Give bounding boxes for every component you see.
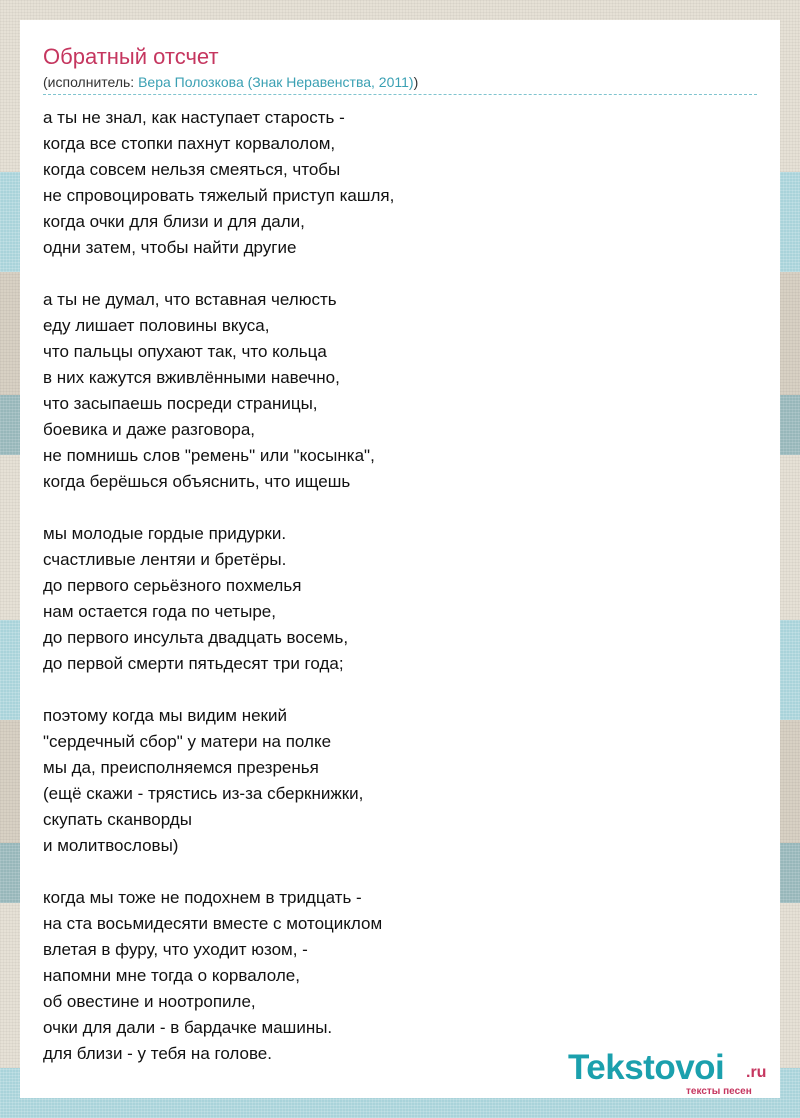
stanza-break [43, 495, 743, 521]
lyric-line: когда совсем нельзя смеяться, чтобы [43, 160, 341, 179]
logo-tagline: тексты песен [686, 1086, 752, 1097]
lyrics-body [43, 105, 743, 1067]
stanza-break [43, 677, 743, 703]
lyrics-sheet [20, 20, 780, 1098]
credit-prefix: (исполнитель: [43, 74, 139, 90]
logo-wordmark: Tekstovoi [568, 1048, 725, 1087]
lyric-line: до первой смерти пятьдесят три года; [43, 654, 344, 673]
artist-album-link[interactable]: Вера Полозкова (Знак Неравенства, 2011) [138, 74, 414, 90]
lyric-line: об овестине и ноотропиле, [43, 992, 256, 1011]
lyric-line: что засыпаешь посреди страницы, [43, 394, 318, 413]
lyric-line: когда все стопки пахнут корвалолом, [43, 134, 336, 153]
lyric-line: в них кажутся вживлёнными навечно, [43, 368, 340, 387]
lyric-line: поэтому когда мы видим некий [43, 706, 287, 725]
lyric-line: а ты не знал, как наступает старость - [43, 108, 345, 127]
title-divider [43, 94, 757, 95]
lyric-line: мы да, преисполняемся презренья [43, 758, 319, 777]
lyric-line: что пальцы опухают так, что кольца [43, 342, 327, 361]
lyric-line: влетая в фуру, что уходит юзом, - [43, 940, 308, 959]
lyric-line: не спровоцировать тяжелый приступ кашля, [43, 186, 395, 205]
lyric-line: до первого серьёзного похмелья [43, 576, 302, 595]
lyric-line: напомни мне тогда о корвалоле, [43, 966, 300, 985]
lyric-line: нам остается года по четыре, [43, 602, 276, 621]
lyric-line: не помнишь слов "ремень" или "косынка", [43, 446, 375, 465]
lyric-line: для близи - у тебя на голове. [43, 1044, 272, 1063]
lyric-line: очки для дали - в бардачке машины. [43, 1018, 333, 1037]
lyric-line: когда очки для близи и для дали, [43, 212, 305, 231]
lyric-line: когда мы тоже не подохнем в тридцать - [43, 888, 362, 907]
lyric-line: до первого инсульта двадцать восемь, [43, 628, 349, 647]
song-credit [43, 73, 418, 91]
lyric-line: на ста восьмидесяти вместе с мотоциклом [43, 914, 383, 933]
lyric-line: счастливые лентяи и бретёры. [43, 550, 287, 569]
credit-suffix: ) [413, 74, 419, 90]
lyric-line: когда берёшься объяснить, что ищешь [43, 472, 351, 491]
lyric-line: одни затем, чтобы найти другие [43, 238, 297, 257]
site-logo[interactable] [568, 1048, 778, 1098]
lyric-line: "сердечный сбор" у матери на полке [43, 732, 332, 751]
lyric-line: (ещё скажи - трястись из-за сберкнижки, [43, 784, 364, 803]
lyric-line: боевика и даже разговора, [43, 420, 256, 439]
lyric-line: и молитвословы) [43, 836, 179, 855]
lyric-line: скупать сканворды [43, 810, 192, 829]
logo-domain: .ru [746, 1064, 767, 1081]
stanza-break [43, 859, 743, 885]
song-title: Обратный отсчет [43, 44, 219, 69]
lyric-line: еду лишает половины вкуса, [43, 316, 270, 335]
stanza-break [43, 261, 743, 287]
lyric-line: а ты не думал, что вставная челюсть [43, 290, 337, 309]
lyric-line: мы молодые гордые придурки. [43, 524, 287, 543]
